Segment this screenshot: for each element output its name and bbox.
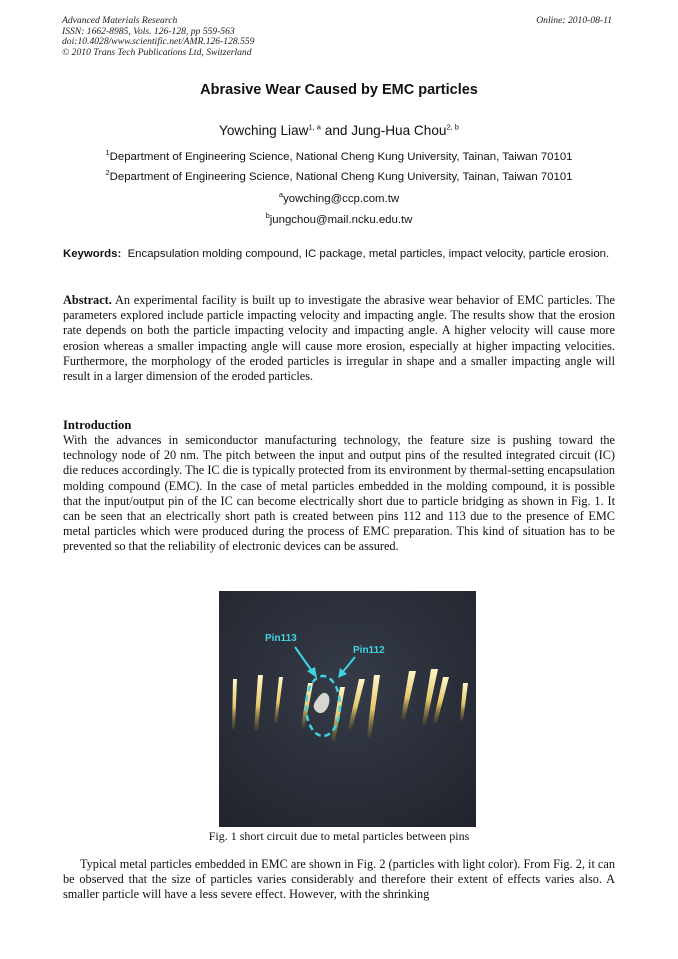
doi-line: doi:10.4028/www.scientific.net/AMR.126-128.559 [62,36,255,48]
issn-line: ISSN: 1662-8985, Vols. 126-128, pp 559-563 [62,25,235,37]
keywords-text: Encapsulation molding compound, IC package, metal particles, impact velocity, particle erosion. [127,248,610,260]
email-2 [0,211,678,226]
intro-paragraph-2: Typical metal particles embedded in EMC are shown in Fig. 2 (particles with light color). From Fig. 2, it can be observed that the size of particles varies considerably and therefore their extent of effects varies also. A smaller particle will have a less severe effect. However, with the shrinking [63,857,615,902]
figure-1-caption: Fig. 1 short circuit due to metal particles between pins [208,829,470,843]
email-1 [0,190,678,205]
abstract [63,293,615,384]
affiliation-1-sup: 1 [105,148,110,158]
email-1-sup: a [278,190,284,200]
author-line [0,123,678,138]
affiliation-2-sup: 2 [105,168,110,178]
affiliation-2 [0,168,678,183]
author-connector: and [320,123,352,138]
online-date: Online: 2010-08-11 [536,15,612,26]
email-2-text[interactable]: jungchou@mail.ncku.edu.tw [269,214,413,226]
abstract-label: Abstract. [63,293,112,307]
journal-name: Advanced Materials Research [62,15,178,26]
introduction-heading: Introduction [63,418,132,432]
email-1-text[interactable]: yowching@ccp.com.tw [283,193,400,205]
pin113-label: Pin113 [265,633,297,644]
copyright-line: © 2010 Trans Tech Publications Ltd, Switzerland [62,46,252,58]
keywords-label: Keywords: [63,248,122,260]
affiliation-1-text: Department of Engineering Science, National Cheng Kung University, Tainan, Taiwan 70101 [109,151,573,163]
keywords [63,248,615,262]
pin112-label: Pin112 [353,645,385,656]
author-1-sup: 1, a [308,122,321,132]
affiliation-2-text: Department of Engineering Science, National Cheng Kung University, Tainan, Taiwan 70101 [109,171,573,183]
paper-title: Abrasive Wear Caused by EMC particles [200,82,478,98]
author-2: Jung-Hua Chou [351,123,447,138]
pins-micrograph [219,591,476,827]
figure-1-image [219,591,476,827]
author-1: Yowching Liaw [219,123,309,138]
email-2-sup: b [265,211,270,221]
abstract-text: An experimental facility is built up to investigate the abrasive wear behavior of EMC particles. The parameters explored include particle impacting velocity and impacting angle. The results show that the erosion rate depends on both the particle impacting velocity and impacting angle. A higher velocity will cause more erosion whereas a smaller impacting angle will cause more erosion, especially at higher impacting velocities. Furthermore, the morphology of the eroded particles is irregular in shape and a smaller impacting angle will result in a larger dimension of the eroded particles. [63,293,615,384]
journal-header [62,16,254,58]
author-2-sup: 2, b [446,122,459,132]
affiliation-1 [0,148,678,163]
intro-paragraph-1: With the advances in semiconductor manufacturing technology, the feature size is pushing toward the technology node of 20 nm. The pitch between the input and output pins of the resulted integrated circuit (IC) die reduces accordingly. The IC die is typically protected from its environment by thermal-setting encapsulation molding compound (EMC). In the case of metal particles embedded in the molding compound, it is possible that the input/output pin of the IC can become electrically short due to particle bridging as shown in Fig. 1. It can be seen that an electrically short path is created between pins 112 and 113 due to the presence of EMC metal particles which were produced during the process of EMC preparation. This kind of situation has to be prevented so that the reliability of electronic devices can be assured. [63,433,615,554]
